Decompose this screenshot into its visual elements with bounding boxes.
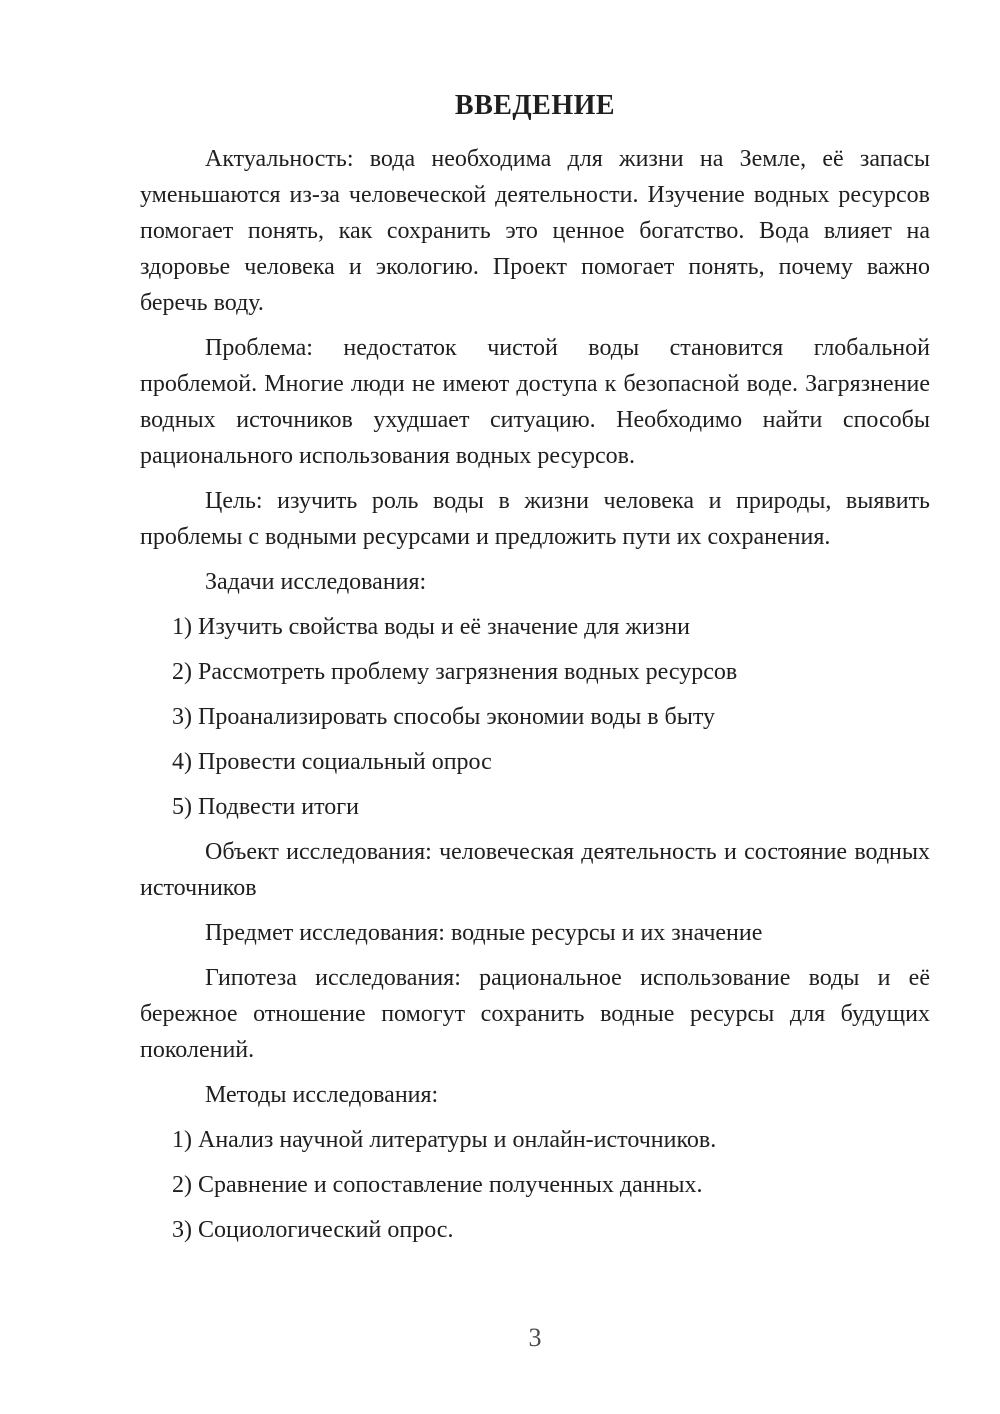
- paragraph-research-object: Объект исследования: человеческая деятельность и состояние водных источников: [140, 839, 930, 901]
- task-item-5: 5) Подвести итоги: [172, 794, 359, 820]
- method-item-2: 2) Сравнение и сопоставление полученных данных.: [172, 1172, 703, 1198]
- section-title: ВВЕДЕНИЕ: [454, 90, 616, 121]
- method-item-3: 3) Социологический опрос.: [172, 1217, 454, 1243]
- method-item-1: 1) Анализ научной литературы и онлайн-источников.: [172, 1127, 717, 1153]
- task-item-1: 1) Изучить свойства воды и её значение для жизни: [172, 614, 690, 640]
- heading-research-tasks: Задачи исследования:: [205, 569, 427, 595]
- paragraph-problem: Проблема: недостаток чистой воды становится глобальной проблемой. Многие люди не имеют доступа к безопасной воде. Загрязнение водных источников ухудшает ситуацию. Необходимо найти способы рационального использования водных ресурсов.: [140, 335, 930, 469]
- document-content: [140, 88, 930, 1257]
- paragraph-research-subject: Предмет исследования: водные ресурсы и их значение: [205, 920, 763, 946]
- paragraph-goal: Цель: изучить роль воды в жизни человека и природы, выявить проблемы с водными ресурсами и предложить пути их сохранения.: [140, 488, 930, 550]
- page-number: 3: [528, 1323, 542, 1352]
- heading-research-methods: Методы исследования:: [205, 1082, 439, 1108]
- paragraph-hypothesis: Гипотеза исследования: рациональное использование воды и её бережное отношение помогут сохранить водные ресурсы для будущих поколений.: [140, 965, 930, 1063]
- task-item-3: 3) Проанализировать способы экономии воды в быту: [172, 704, 716, 730]
- task-item-2: 2) Рассмотреть проблему загрязнения водных ресурсов: [172, 659, 738, 685]
- task-item-4: 4) Провести социальный опрос: [172, 749, 492, 775]
- paragraph-relevance: Актуальность: вода необходима для жизни на Земле, её запасы уменьшаются из-за человеческой деятельности. Изучение водных ресурсов помогает понять, как сохранить это ценное богатство. Вода влияет на здоровье человека и экологию. Проект помогает понять, почему важно беречь воду.: [140, 146, 930, 316]
